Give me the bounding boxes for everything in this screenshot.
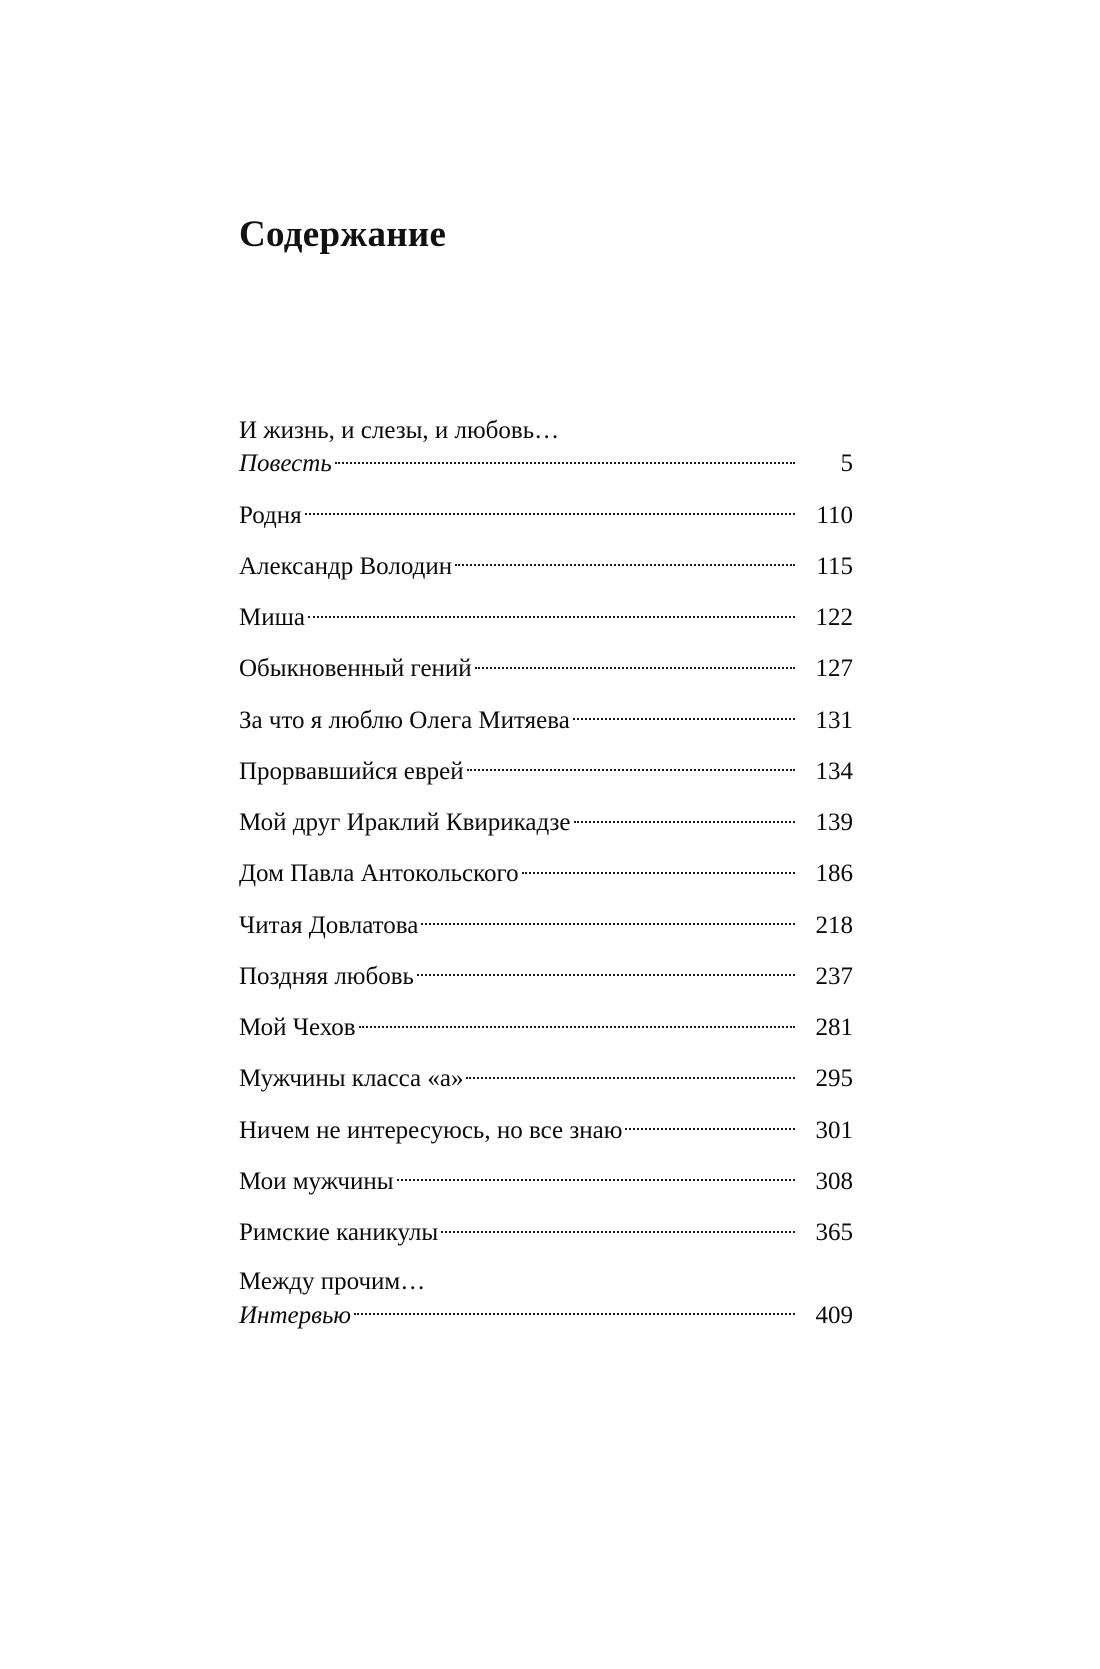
dot-leader bbox=[397, 1164, 795, 1189]
dot-leader bbox=[421, 908, 795, 933]
toc-entry-title: Ничем не интересуюсь, но все знаю bbox=[239, 1116, 623, 1144]
toc-entry-page: 186 bbox=[815, 860, 853, 888]
toc-entry-title: Миша bbox=[239, 604, 305, 631]
toc-entry-page: 5 bbox=[840, 450, 853, 478]
toc-entry[interactable] bbox=[239, 651, 853, 684]
toc-entry[interactable] bbox=[239, 1215, 853, 1248]
toc-entry[interactable] bbox=[239, 1266, 853, 1331]
toc-entry[interactable] bbox=[239, 600, 853, 633]
toc-entry-page: 301 bbox=[815, 1116, 853, 1144]
toc-entry[interactable] bbox=[239, 415, 853, 480]
toc-entry[interactable] bbox=[239, 549, 853, 582]
dot-leader bbox=[335, 446, 795, 471]
toc-entry[interactable] bbox=[239, 1061, 853, 1094]
table-of-contents bbox=[239, 415, 853, 1349]
toc-entry[interactable] bbox=[239, 805, 853, 838]
dot-leader bbox=[305, 498, 795, 523]
toc-entry-subtitle: Интервью bbox=[239, 1301, 351, 1329]
dot-leader bbox=[475, 651, 795, 676]
toc-entry-subtitle: Повесть bbox=[239, 450, 332, 478]
toc-entry[interactable] bbox=[239, 1113, 853, 1146]
dot-leader bbox=[625, 1113, 795, 1138]
toc-entry-title: Мои мужчины bbox=[239, 1167, 394, 1195]
toc-entry-title: Читая Довлатова bbox=[239, 911, 419, 939]
toc-entry-page: 134 bbox=[815, 757, 853, 785]
toc-entry-page: 218 bbox=[815, 911, 853, 939]
toc-entry-title: Родня bbox=[239, 501, 302, 529]
toc-entry[interactable] bbox=[239, 754, 853, 787]
dot-leader bbox=[574, 805, 795, 830]
toc-entry-page: 365 bbox=[815, 1219, 853, 1246]
toc-entry-page: 127 bbox=[815, 655, 853, 683]
toc-entry-page: 409 bbox=[815, 1301, 853, 1329]
toc-entry-page: 110 bbox=[816, 501, 853, 529]
dot-leader bbox=[441, 1215, 795, 1240]
toc-entry-title: Дом Павла Антокольского bbox=[239, 860, 519, 888]
toc-entry[interactable] bbox=[239, 1164, 853, 1197]
toc-entry-page: 308 bbox=[815, 1167, 853, 1195]
toc-entry-page: 295 bbox=[815, 1065, 853, 1093]
page-title: Содержание bbox=[239, 214, 447, 255]
toc-entry[interactable] bbox=[239, 959, 853, 992]
toc-entry[interactable] bbox=[239, 703, 853, 736]
toc-entry-title: Александр Володин bbox=[239, 552, 453, 580]
dot-leader bbox=[417, 959, 795, 984]
dot-leader bbox=[573, 703, 795, 728]
toc-entry[interactable] bbox=[239, 856, 853, 889]
toc-entry-title: Поздняя любовь bbox=[239, 962, 414, 990]
toc-entry-title: Мужчины класса «а» bbox=[239, 1065, 464, 1093]
toc-entry-heading: И жизнь, и слезы, и любовь… bbox=[239, 417, 560, 444]
toc-entry-page: 115 bbox=[816, 552, 853, 580]
toc-entry-page: 122 bbox=[815, 604, 853, 631]
toc-entry-title: Римские каникулы bbox=[239, 1219, 439, 1246]
toc-entry-title: За что я люблю Олега Митяева bbox=[239, 706, 570, 734]
toc-entry-title: Мой друг Ираклий Квирикадзе bbox=[239, 809, 571, 836]
dot-leader bbox=[522, 856, 795, 881]
dot-leader bbox=[467, 754, 795, 779]
dot-leader bbox=[359, 1010, 795, 1035]
dot-leader bbox=[354, 1298, 795, 1323]
toc-entry[interactable] bbox=[239, 908, 853, 941]
toc-entry-heading: Между прочим… bbox=[239, 1268, 426, 1296]
toc-entry-title: Прорвавшийся еврей bbox=[239, 757, 464, 785]
dot-leader bbox=[308, 600, 795, 625]
toc-entry[interactable] bbox=[239, 1010, 853, 1043]
toc-entry-page: 131 bbox=[815, 706, 853, 734]
toc-entry[interactable] bbox=[239, 498, 853, 531]
toc-entry-page: 281 bbox=[815, 1014, 853, 1041]
toc-entry-page: 237 bbox=[815, 962, 853, 990]
toc-entry-title: Обыкновенный гений bbox=[239, 655, 472, 683]
dot-leader bbox=[466, 1061, 795, 1086]
toc-entry-page: 139 bbox=[815, 809, 853, 836]
toc-entry-title: Мой Чехов bbox=[239, 1014, 356, 1041]
dot-leader bbox=[455, 549, 795, 574]
